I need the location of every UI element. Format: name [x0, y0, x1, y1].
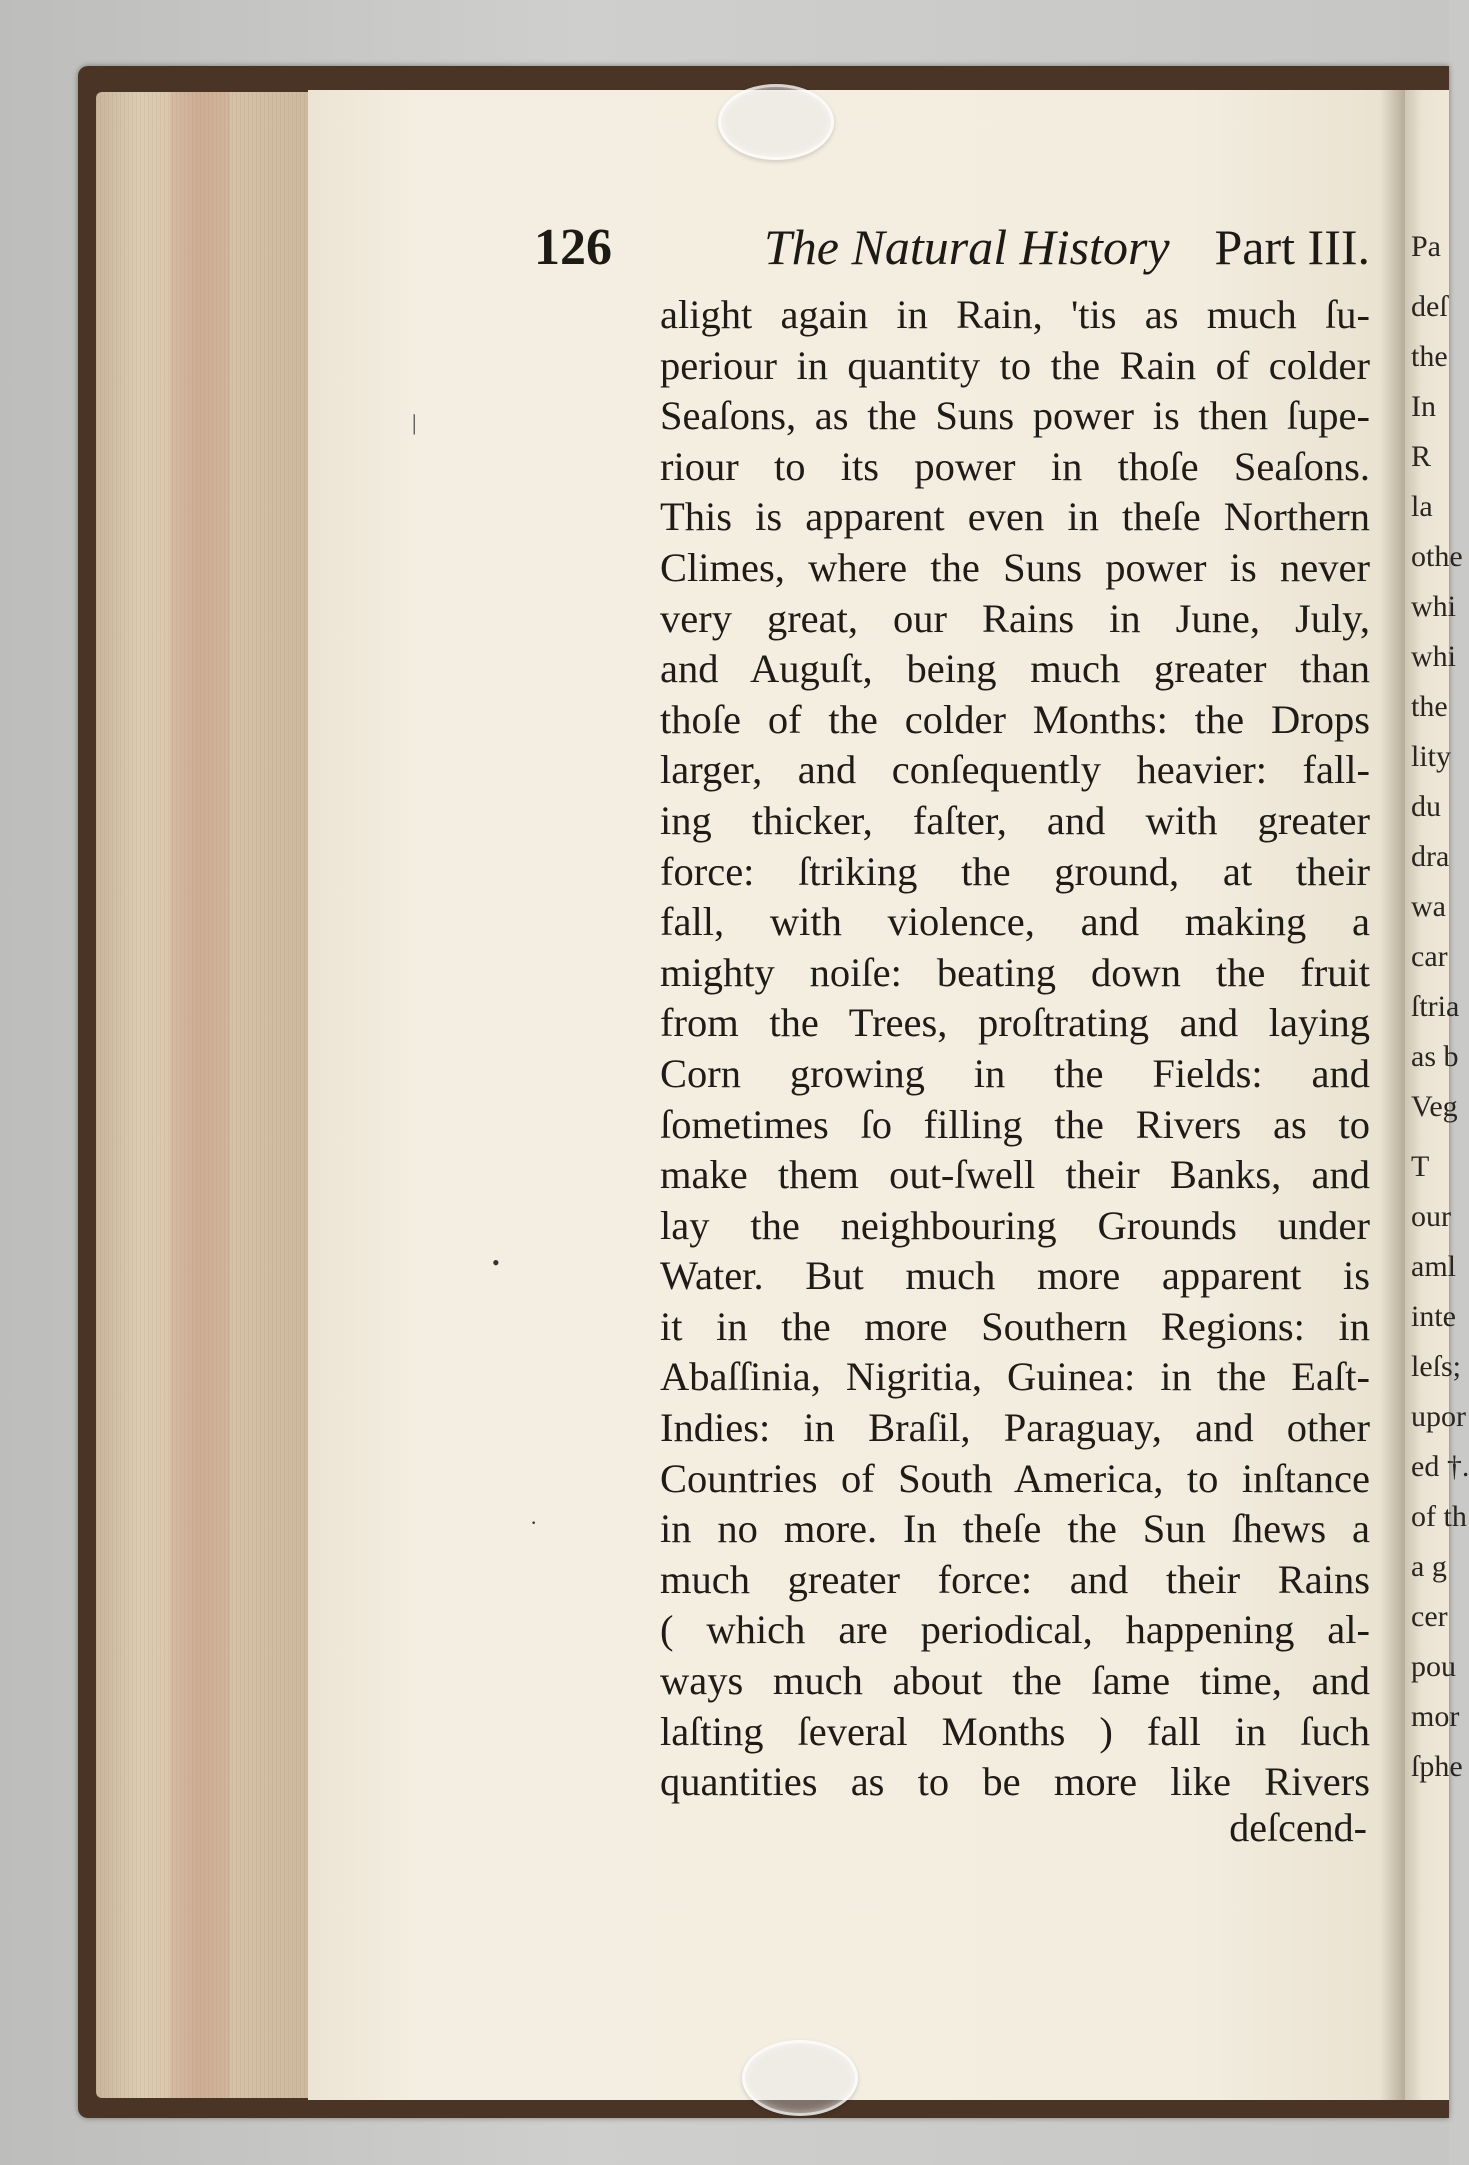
text-line: much greater force: and their Rains: [660, 1556, 1370, 1602]
right-page-fragment: the: [1411, 340, 1448, 373]
right-page-fragment: lity: [1411, 740, 1452, 773]
page-clip-top: [718, 84, 834, 160]
right-page-fragment: ſtria: [1411, 990, 1460, 1023]
running-title: The Natural History: [764, 219, 1170, 275]
right-page-edge: [1405, 90, 1469, 2100]
catchword: deſcend-: [1229, 1805, 1367, 1850]
margin-mark: ·: [530, 1510, 538, 1535]
text-line: periour in quantity to the Rain of colder: [660, 342, 1370, 388]
right-page-fragment: R: [1411, 440, 1432, 473]
text-line: it in the more Southern Regions: in: [660, 1303, 1370, 1349]
text-line: ſometimes ſo filling the Rivers as to: [660, 1101, 1370, 1147]
text-line: from the Trees, proſtrating and laying: [660, 1000, 1370, 1046]
right-page-fragment: deſ: [1411, 290, 1448, 323]
text-line: and Auguſt, being much greater than: [660, 646, 1370, 692]
text-line: force: ſtriking the ground, at their: [660, 848, 1370, 894]
text-line: Climes, where the Suns power is never: [660, 544, 1370, 590]
right-page-fragment: whi: [1411, 640, 1456, 673]
text-line: thoſe of the colder Months: the Drops: [660, 696, 1370, 742]
text-line: ing thicker, faſter, and with greater: [660, 797, 1370, 843]
right-page-fragment: upor: [1411, 1400, 1466, 1433]
right-page-fragment: as b: [1411, 1040, 1459, 1073]
right-page-fragment: ſphe: [1411, 1750, 1463, 1783]
part-label: Part III.: [1214, 219, 1370, 275]
right-page-fragment: our: [1411, 1200, 1451, 1233]
text-line: Water. But much more apparent is: [660, 1253, 1370, 1299]
text-line: make them out-ſwell their Banks, and: [660, 1152, 1370, 1198]
page-header: [520, 218, 1380, 288]
right-page-fragment: whi: [1411, 590, 1456, 623]
text-line: larger, and conſequently heavier: fall-: [660, 747, 1370, 793]
right-page-fragment: a g: [1411, 1550, 1447, 1583]
text-line: riour to its power in thoſe Seaſons.: [660, 443, 1370, 489]
right-page-fragment: aml: [1411, 1250, 1456, 1283]
text-line: quantities as to be more like Rivers: [660, 1759, 1370, 1805]
text-line: alight again in Rain, 'tis as much ſu-: [660, 292, 1370, 337]
right-page-fragment: T: [1411, 1150, 1430, 1183]
text-line: lay the neighbouring Grounds under: [660, 1202, 1370, 1248]
right-page-fragment: Pa: [1411, 230, 1441, 263]
right-page-fragment: car: [1411, 940, 1448, 973]
right-page-fragment: the: [1411, 690, 1448, 723]
right-page-fragment: Veg: [1411, 1090, 1458, 1123]
page-number: 126: [534, 219, 612, 276]
text-line: Corn growing in the Fields: and: [660, 1050, 1370, 1096]
margin-mark: |: [412, 410, 417, 435]
text-line: ways much about the ſame time, and: [660, 1658, 1370, 1704]
margin-mark: •: [492, 1250, 500, 1275]
text-line: in no more. In theſe the Sun ſhews a: [660, 1506, 1370, 1552]
page-clip-bottom: [742, 2040, 858, 2116]
text-line: ( which are periodical, happening al-: [660, 1607, 1370, 1653]
right-page-fragment: In: [1411, 390, 1436, 423]
text-line: Countries of South America, to inſtance: [660, 1455, 1370, 1501]
right-page-fragment: du: [1411, 790, 1441, 823]
text-line: This is apparent even in theſe Northern: [660, 494, 1370, 540]
text-line: mighty noiſe: beating down the fruit: [660, 949, 1370, 995]
body-text: [660, 290, 1370, 1808]
show-through-ink: [497, 724, 682, 816]
right-page-fragment: of th: [1411, 1500, 1467, 1533]
right-page-fragment: cer: [1411, 1600, 1448, 1633]
right-page-fragment: pou: [1411, 1650, 1456, 1683]
right-page-fragment: la: [1411, 490, 1433, 523]
right-page-fragment: ed †.: [1411, 1450, 1469, 1483]
right-page-fragment: othe: [1411, 540, 1463, 573]
right-page-fragment: mor: [1411, 1700, 1460, 1733]
text-line: Abaſſinia, Nigritia, Guinea: in the Eaſt-: [660, 1354, 1370, 1400]
text-line: fall, with violence, and making a: [660, 899, 1370, 945]
text-line: very great, our Rains in June, July,: [660, 595, 1370, 641]
right-page-fragment: dra: [1411, 840, 1450, 873]
text-line: laſting ſeveral Months ) fall in ſuch: [660, 1708, 1370, 1754]
text-line: Indies: in Braſil, Paraguay, and other: [660, 1405, 1370, 1451]
right-page-fragment: leſs;: [1411, 1350, 1461, 1383]
right-page-fragment: inte: [1411, 1300, 1456, 1333]
right-page-fragment: wa: [1411, 890, 1446, 923]
page-edge-stain: [170, 92, 230, 2098]
text-line: Seaſons, as the Suns power is then ſupe-: [660, 393, 1370, 439]
